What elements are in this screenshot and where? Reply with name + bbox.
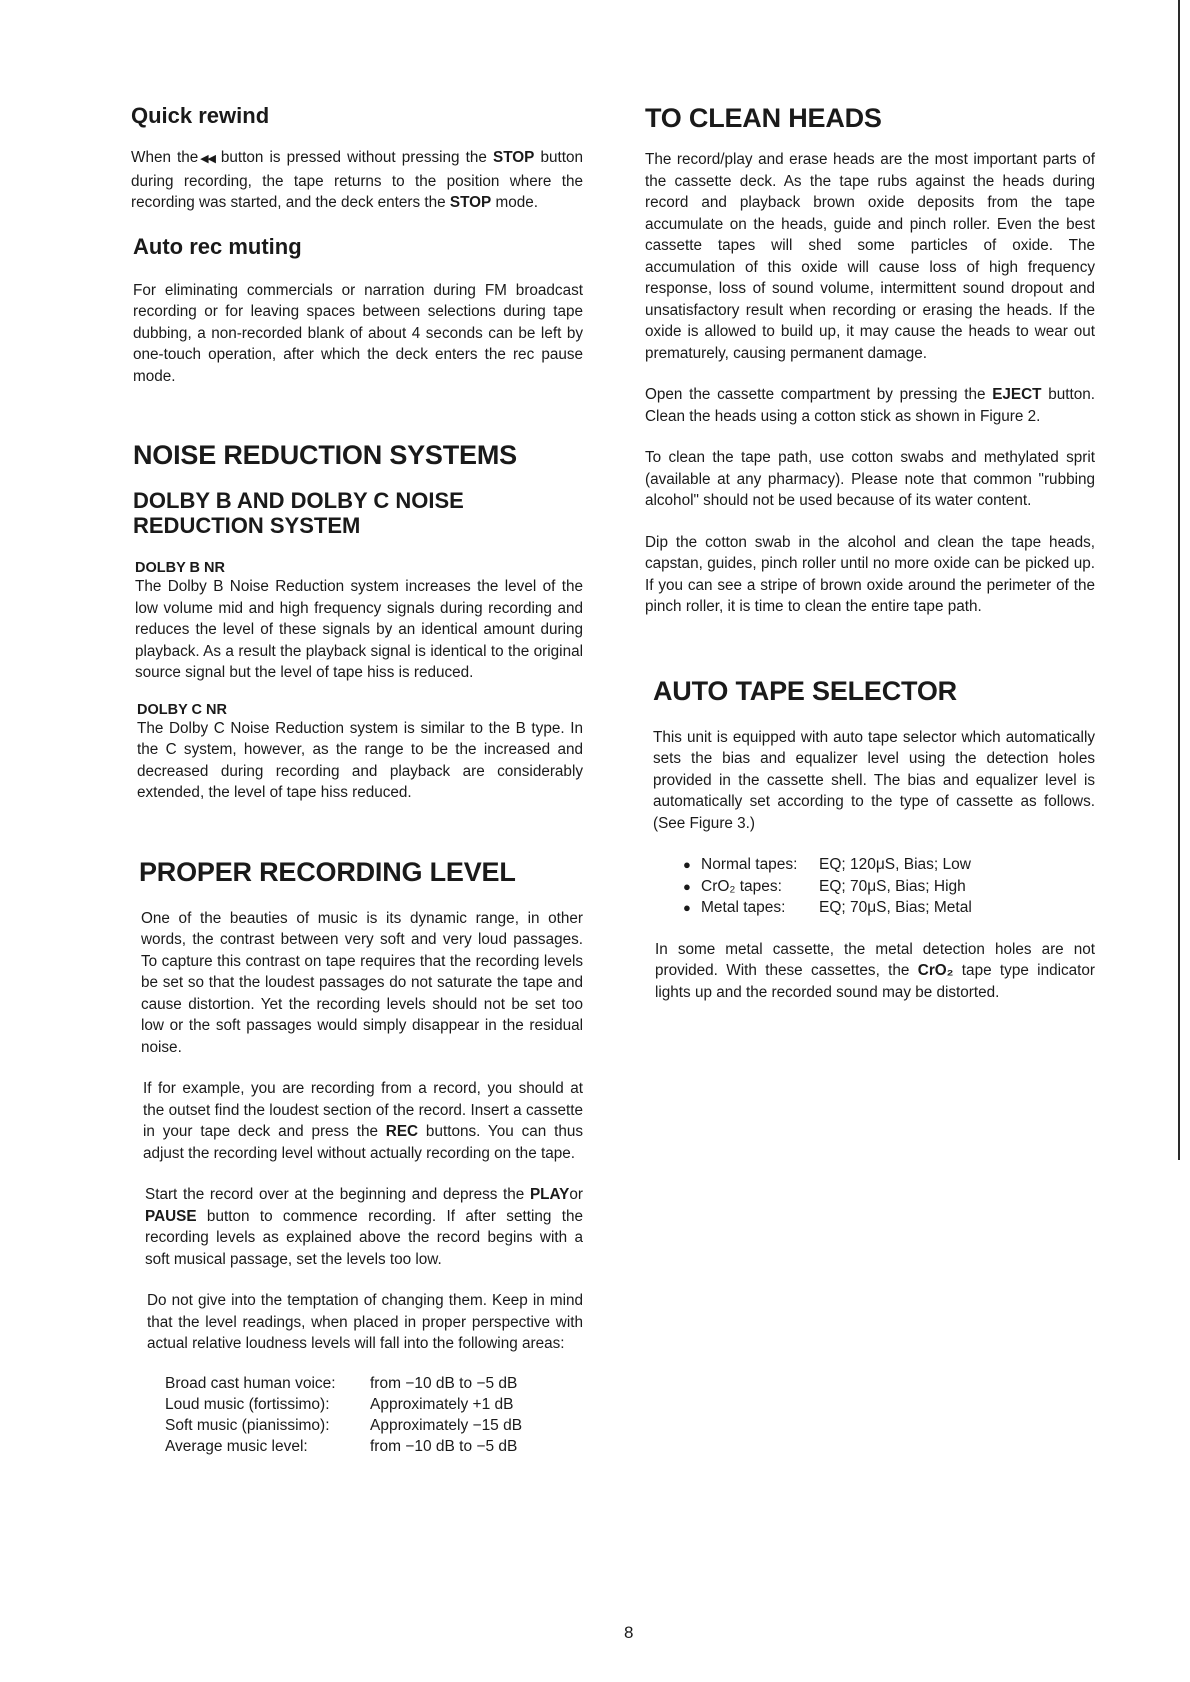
clean-heads-heading: TO CLEAN HEADS bbox=[645, 103, 882, 133]
level-row: Loud music (fortissimo): Approximately +1 dB bbox=[165, 1395, 514, 1413]
proper-recording-p1: One of the beauties of music is its dynamic range, in other words, the contrast between very soft and very loud passages. To capture this contrast on tape requires that the recording levels be set so that the loudest passages do not saturate the tape and cause distortion. Yet the recording levels should not be set too low or the soft passages would simply disappear in the residual noise. bbox=[141, 909, 583, 1056]
left-column bbox=[133, 103, 583, 1457]
proper-recording-p4: Do not give into the temptation of changing them. Keep in mind that the level readings, when placed in proper perspective with actual relative loudness levels will fall into the following areas: bbox=[147, 1292, 583, 1352]
auto-rec-text: For eliminating commercials or narration during FM broadcast recording or for leaving spaces between selections during tape dubbing, a non-recorded blank of about 4 seconds can be left by one-touch operation, after which the deck enters the rec pause mode. bbox=[133, 281, 583, 385]
auto-tape-p2: In some metal cassette, the metal detection holes are not provided. With these cassettes, the CrO₂ tape type indicator lights up and the recorded sound may be distorted. bbox=[655, 940, 1095, 1001]
dolby-c-heading: DOLBY C NR bbox=[137, 701, 227, 718]
clean-heads-p1: The record/play and erase heads are the most important parts of the cassette deck. As the tape rubs against the heads during record and playback brown oxide deposits from the tape accumulate on the heads, guide and pinch roller. Even the best cassette tapes will shed some particles of oxide. The accumulation of this oxide will cause loss of high frequency response, loss of sound volume, intermittent sound dropout and unsatisfactory result when recording or erasing the heads. If the oxide is allowed to build up, it may cause the heads to wear out prematurely, causing permanent damage. bbox=[645, 151, 1095, 362]
bullet-icon: ● bbox=[683, 878, 691, 894]
proper-recording-p2: If for example, you are recording from a record, you should at the outset find the loudest section of the record. Insert a cassette in your tape deck and press the REC buttons. You can thus adjust the recording level without actually recording on the tape. bbox=[143, 1080, 583, 1162]
clean-heads-p3: To clean the tape path, use cotton swabs and methylated sprit (available at any pharmacy). Please note that common "rubbing alcohol" should not be used because of its water content. bbox=[645, 449, 1095, 509]
auto-rec-heading: Auto rec muting bbox=[133, 233, 302, 259]
proper-recording-heading: PROPER RECORDING LEVEL bbox=[139, 856, 516, 887]
quick-rewind-heading: Quick rewind bbox=[131, 103, 270, 128]
proper-recording-p3: Start the record over at the beginning and depress the PLAYor PAUSE button to commence recording. If after setting the recording levels as explained above the record begins with a soft musical passage, set the levels too low. bbox=[145, 1186, 583, 1268]
auto-tape-p1: This unit is equipped with auto tape selector which automatically sets the bias and equalizer level using the detection holes provided in the cassette shell. The bias and equalizer level is automatically set according to the type of cassette as follows. (See Figure 3.) bbox=[653, 728, 1095, 832]
bullet-icon: ● bbox=[683, 857, 691, 872]
level-table bbox=[165, 1373, 583, 1457]
noise-reduction-heading: NOISE REDUCTION SYSTEMS bbox=[133, 440, 517, 470]
list-item: ● Normal tapes: EQ; 120μS, Bias; Low bbox=[683, 854, 1095, 876]
list-item: ● Metal tapes: EQ; 70μS, Bias; Metal bbox=[683, 897, 1095, 919]
level-row: Soft music (pianissimo): Approximately −15 dB bbox=[165, 1416, 523, 1434]
right-column bbox=[645, 103, 1095, 1003]
list-item: ● CrO₂ tapes: EQ; 70μS, Bias; High bbox=[683, 876, 1095, 898]
clean-heads-p2: Open the cassette compartment by pressing the EJECT button. Clean the heads using a cotton stick as shown in Figure 2. bbox=[645, 386, 1095, 425]
dolby-bc-heading: DOLBY B AND DOLBY C NOISE REDUCTION SYSTEM bbox=[133, 488, 464, 538]
quick-rewind-text: When the◀◀ button is pressed without pressing the STOP button during recording, the tape returns to the position where the recording was started, and the deck enters the STOP mode. bbox=[131, 149, 583, 211]
tape-type-list bbox=[653, 854, 1095, 919]
level-row: Average music level: from −10 dB to −5 dB bbox=[165, 1437, 518, 1455]
page-number: 8 bbox=[624, 1623, 634, 1642]
dolby-b-text: The Dolby B Noise Reduction system increases the level of the low volume mid and high frequency signals during recording and reduces the level of these signals by an identical amount during playback. As a result the playback signal is identical to the original source signal but the level of tape hiss is reduced. bbox=[135, 578, 583, 681]
dolby-c-text: The Dolby C Noise Reduction system is similar to the B type. In the C system, however, as the range to be the increased and decreased during recording and playback are considerably extended, the level of tape hiss reduced. bbox=[137, 719, 583, 801]
auto-tape-heading: AUTO TAPE SELECTOR bbox=[653, 675, 957, 706]
dolby-b-heading: DOLBY B NR bbox=[135, 560, 225, 576]
level-row: Broad cast human voice: from −10 dB to −5 dB bbox=[165, 1374, 518, 1392]
clean-heads-p4: Dip the cotton swab in the alcohol and clean the tape heads, capstan, guides, pinch roller until no more oxide can be picked up. If you can see a stripe of brown oxide around the perimeter of the pinch roller, it is time to clean the entire tape path. bbox=[645, 533, 1095, 615]
rewind-icon: ◀◀ bbox=[198, 153, 215, 165]
scan-edge-line bbox=[1178, 0, 1180, 1160]
bullet-icon: ● bbox=[683, 900, 691, 915]
